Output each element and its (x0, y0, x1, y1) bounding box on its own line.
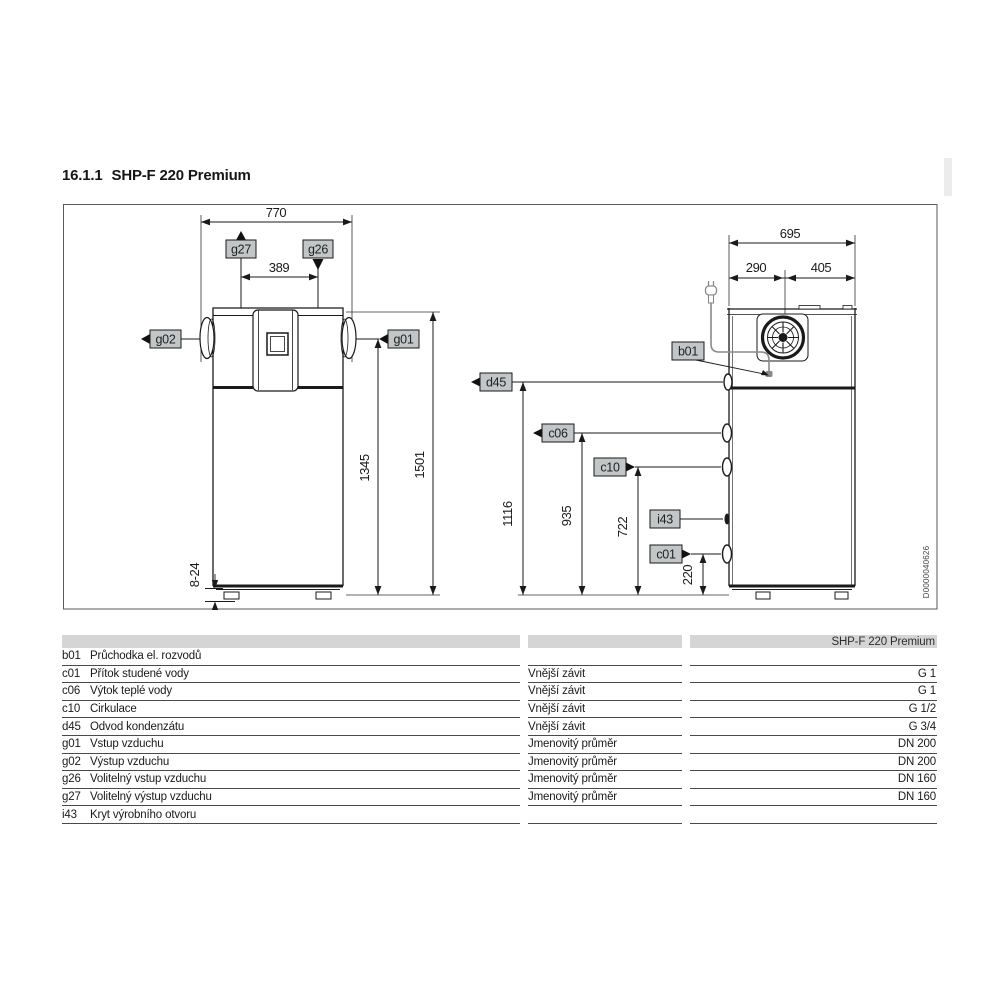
table-header-row (62, 635, 937, 648)
label-text-g26: g26 (308, 242, 328, 257)
label-text-g02: g02 (155, 332, 176, 347)
dimensional-drawing (63, 204, 938, 610)
row-property: Jmenovitý průměr (528, 754, 682, 772)
row-property: Vnější závit (528, 718, 682, 736)
plug-neck (709, 295, 714, 303)
dim-h-d45: 1116 (500, 501, 515, 527)
label-text-i43: i43 (657, 512, 673, 527)
dim-depth-back: 405 (810, 260, 832, 275)
row-desc: Cirkulace (90, 702, 137, 715)
row-value: DN 200 (690, 754, 937, 772)
row-code: b01 (62, 650, 81, 663)
dim-feet-range: 8-24 (187, 562, 202, 588)
port-label-c06 (533, 424, 732, 442)
header-cell-product (690, 635, 937, 648)
row-property: Jmenovitý průměr (528, 736, 682, 754)
connection-grommet (723, 458, 732, 476)
port-label-c01 (650, 545, 732, 563)
arrow-down-icon (579, 586, 586, 595)
arrow-right-icon (774, 275, 783, 282)
dim-height-total: 1501 (412, 451, 427, 479)
row-code: g02 (62, 755, 81, 768)
row-property (528, 806, 682, 824)
label-text-g27: g27 (231, 242, 251, 257)
dim-depth-total: 695 (779, 226, 801, 241)
arrow-left-icon (141, 334, 150, 344)
row-code: g26 (62, 773, 81, 786)
row-desc: Přítok studené vody (90, 667, 189, 680)
connection-grommet (723, 545, 732, 563)
port-label-g01 (356, 330, 419, 348)
port-label-g02 (141, 330, 200, 348)
table-row (62, 683, 937, 701)
dim-h-c01: 220 (680, 564, 695, 586)
row-value: G 1/2 (690, 701, 937, 719)
foot-front (756, 592, 770, 599)
section-number: 16.1.1 (62, 167, 103, 184)
drawing-canvas (63, 204, 938, 610)
arrow-up-icon (579, 433, 586, 442)
arrow-up-icon (700, 554, 707, 563)
row-desc: Volitelný vstup vzduchu (90, 773, 207, 786)
port-label-i43 (650, 510, 730, 528)
port-label-c10 (594, 458, 732, 476)
table-row (62, 754, 937, 772)
arrow-down-icon (313, 259, 324, 270)
row-value: G 3/4 (690, 718, 937, 736)
row-code: c06 (62, 685, 81, 698)
arrow-left-icon (787, 275, 796, 282)
row-value: G 1 (690, 666, 937, 684)
arrow-right-icon (682, 550, 691, 559)
foot-back (835, 592, 848, 599)
arrow-up-icon (375, 339, 382, 348)
row-value (690, 648, 937, 666)
page-margin-marker (944, 158, 952, 196)
row-code: g27 (62, 790, 81, 803)
connections-table (62, 635, 937, 824)
control-panel (253, 310, 298, 391)
table-row (62, 789, 937, 807)
port-label-g27 (226, 231, 256, 308)
row-value (690, 806, 937, 824)
row-value: DN 160 (690, 771, 937, 789)
arrow-up-icon (212, 602, 218, 611)
foot-right (316, 592, 331, 599)
label-text-c06: c06 (548, 426, 568, 441)
arrow-up-icon (430, 312, 437, 321)
service-cover-mark (725, 514, 730, 525)
table-row (62, 718, 937, 736)
row-code: c10 (62, 702, 81, 715)
row-desc: Průchodka el. rozvodů (90, 650, 202, 663)
table-row (62, 806, 937, 824)
connection-grommet (723, 424, 732, 442)
arrow-right-icon (343, 219, 352, 226)
arrow-down-icon (635, 586, 642, 595)
arrow-left-icon (471, 378, 480, 387)
page-title (62, 167, 251, 184)
row-desc: Kryt výrobního otvoru (90, 808, 197, 821)
row-property (528, 648, 682, 666)
dim-width-total: 770 (265, 205, 287, 220)
product-header-label: SHP-F 220 Premium (831, 635, 935, 648)
header-cell-property (528, 635, 682, 648)
row-desc: Odvod kondenzátu (90, 720, 185, 733)
dim-h-c10: 722 (615, 516, 630, 538)
row-value: DN 200 (690, 736, 937, 754)
arrow-up-icon (635, 467, 642, 476)
foot-left (224, 592, 239, 599)
drawing-frame (64, 205, 938, 610)
table-row (62, 736, 937, 754)
arrow-left-icon (729, 240, 738, 247)
arrow-down-icon (700, 586, 707, 595)
row-property: Vnější závit (528, 666, 682, 684)
connection-grommet (724, 374, 732, 390)
side-view (471, 226, 857, 599)
label-text-c01: c01 (656, 547, 676, 562)
fan (757, 314, 808, 361)
row-desc: Vstup vzduchu (90, 738, 164, 751)
roof-vent-mark (843, 306, 852, 310)
row-code: d45 (62, 720, 81, 733)
arrow-left-icon (241, 274, 250, 281)
arrow-right-icon (846, 275, 855, 282)
arrow-up-icon (520, 382, 527, 391)
arrow-right-icon (846, 240, 855, 247)
row-desc: Volitelný výstup vzduchu (90, 790, 212, 803)
dim-port-spacing: 389 (268, 260, 290, 275)
header-cell-description (62, 635, 520, 648)
plug-icon (706, 286, 717, 295)
row-desc: Výstup vzduchu (90, 755, 170, 768)
drawing-number: D0000040626 (922, 545, 931, 599)
row-property: Vnější závit (528, 683, 682, 701)
label-text-d45: d45 (486, 375, 506, 390)
label-text-b01: b01 (678, 344, 698, 359)
port-label-b01 (672, 342, 769, 376)
table-row (62, 648, 937, 666)
front-view (141, 205, 440, 610)
label-text-g01: g01 (393, 332, 414, 347)
fan-hub (779, 333, 788, 342)
row-code: c01 (62, 667, 81, 680)
dim-h-c06: 935 (559, 505, 574, 527)
port-label-g26 (303, 240, 333, 308)
row-code: i43 (62, 808, 77, 821)
dim-depth-front: 290 (745, 260, 767, 275)
arrow-left-icon (201, 219, 210, 226)
row-property: Vnější závit (528, 701, 682, 719)
dim-height-air-port: 1345 (357, 454, 372, 482)
row-value: DN 160 (690, 789, 937, 807)
arrow-down-icon (375, 586, 382, 595)
arrow-down-icon (430, 586, 437, 595)
table-row (62, 666, 937, 684)
row-property: Jmenovitý průměr (528, 771, 682, 789)
plug-pins-icon (709, 281, 714, 286)
arrow-right-icon (309, 274, 318, 281)
leader-line (696, 360, 764, 374)
row-code: g01 (62, 738, 81, 751)
product-name: SHP-F 220 Premium (111, 167, 251, 184)
port-label-d45 (471, 373, 732, 391)
arrow-left-icon (379, 334, 388, 344)
arrow-left-icon (533, 429, 542, 438)
label-text-c10: c10 (600, 460, 620, 475)
arrow-left-icon (729, 275, 738, 282)
roof-vent-mark (799, 306, 820, 310)
row-property: Jmenovitý průměr (528, 789, 682, 807)
row-desc: Výtok teplé vody (90, 685, 172, 698)
arrow-right-icon (626, 463, 635, 472)
arrow-down-icon (520, 586, 527, 595)
table-row (62, 701, 937, 719)
row-value: G 1 (690, 683, 937, 701)
table-row (62, 771, 937, 789)
